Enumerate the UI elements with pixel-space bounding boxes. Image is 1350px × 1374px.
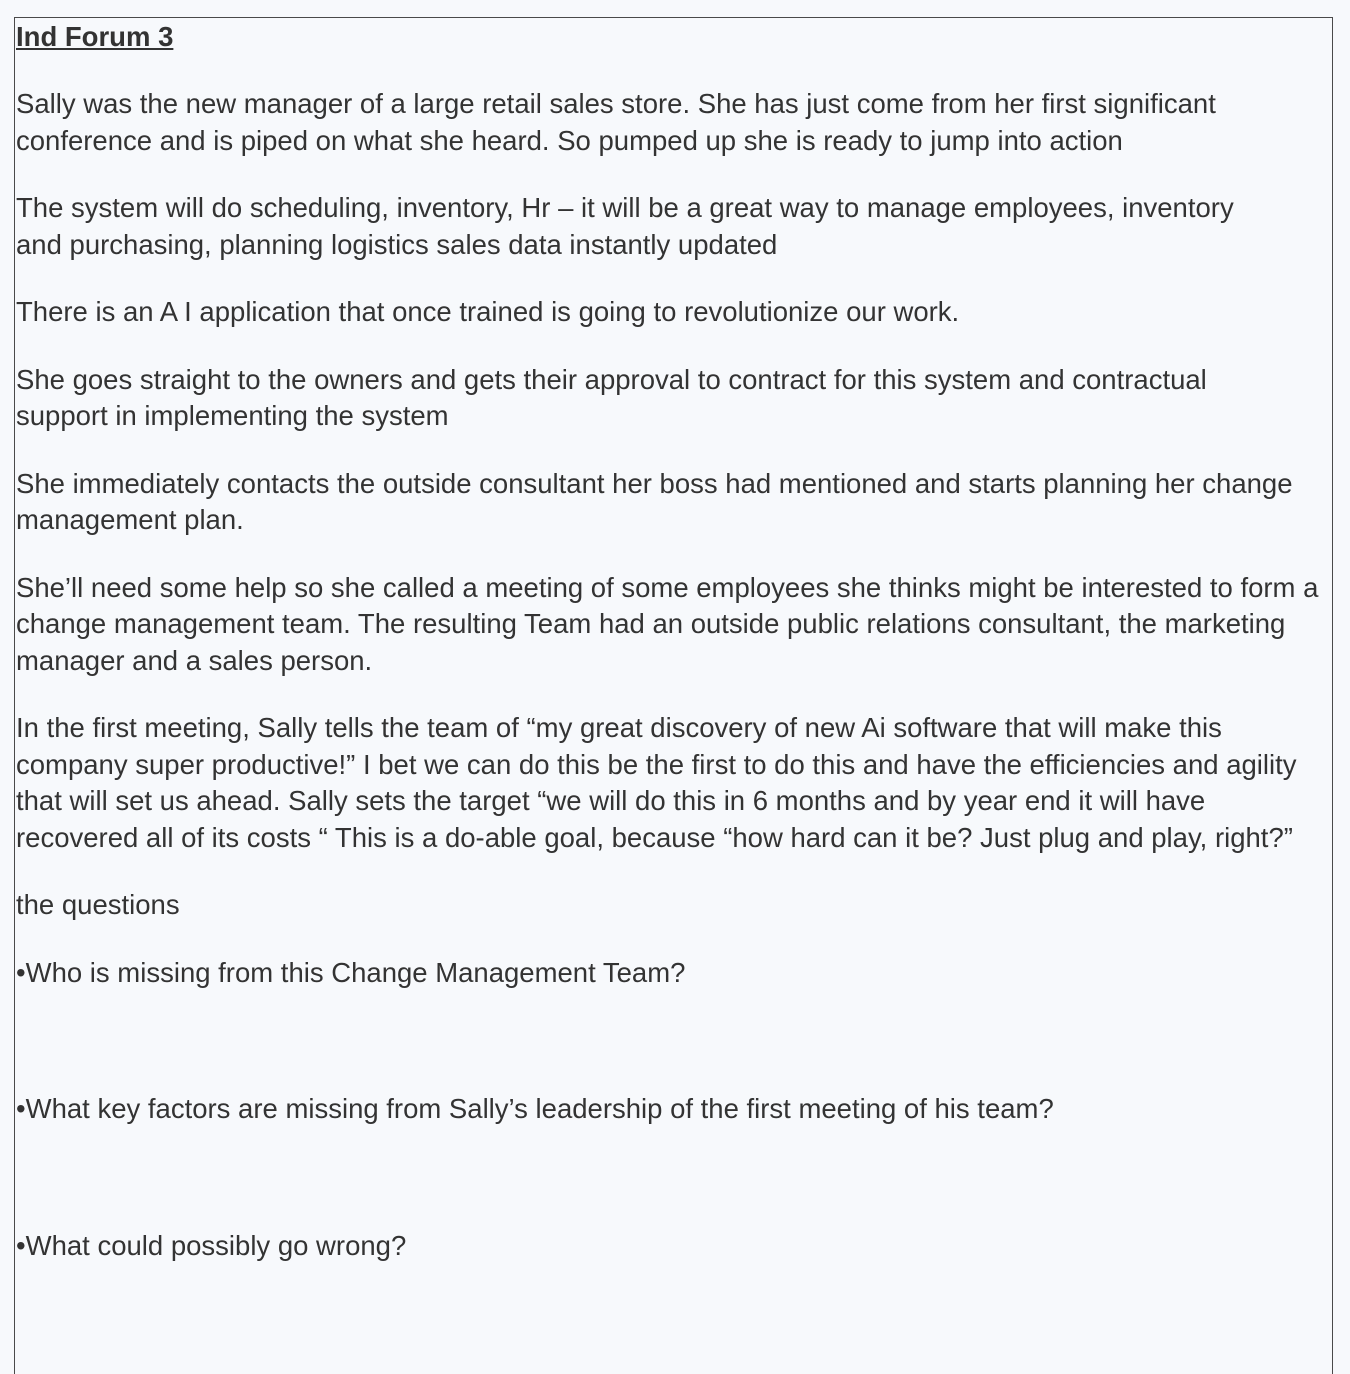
paragraph-intro: Sally was the new manager of a large retail sales store. She has just come from her first significant conference and is piped on what she heard. So pumped up she is ready to jump into action xyxy=(16,88,1216,156)
paragraph-owners-approval: She goes straight to the owners and gets their approval to contract for this system and contractual support in implementing the system xyxy=(16,363,1207,431)
paragraph-team: She’ll need some help so she called a meeting of some employees she thinks might be interested to form a change management team. The resulting Team had an outside public relations consultant, the marketing manager and a sales person. xyxy=(16,571,1319,676)
answer-space xyxy=(16,991,1332,1091)
document-frame xyxy=(14,17,1333,1374)
question-item: •What key factors are missing from Sally’s leadership of the first meeting of his team? xyxy=(16,1093,1054,1124)
answer-space xyxy=(16,1128,1332,1228)
paragraph-system: The system will do scheduling, inventory, Hr – it will be a great way to manage employees, inventory and purchasing, planning logistics sales data instantly updated xyxy=(16,192,1234,260)
document-content xyxy=(16,19,1332,1264)
question-item: •What could possibly go wrong? xyxy=(16,1229,407,1261)
question-item: •Who is missing from this Change Management Team? xyxy=(16,956,686,988)
paragraph-questions-heading: the questions xyxy=(16,889,180,920)
paragraph-consultant: She immediately contacts the outside consultant her boss had mentioned and starts planning her change management plan. xyxy=(16,467,1293,535)
paragraph-first-meeting: In the first meeting, Sally tells the team of “my great discovery of new Ai software that will make this company super productive!” I bet we can do this be the first to do this and have the efficiencies and agility that will set us ahead. Sally sets the target “we will do this in 6 months and by year end it will have recovered all of its costs “ This is a do-able goal, because “how hard can it be? Just plug and play, right?” xyxy=(16,712,1297,853)
document-title: Ind Forum 3 xyxy=(16,21,174,52)
paragraph-ai-application: There is an A I application that once trained is going to revolutionize our work. xyxy=(16,296,960,327)
